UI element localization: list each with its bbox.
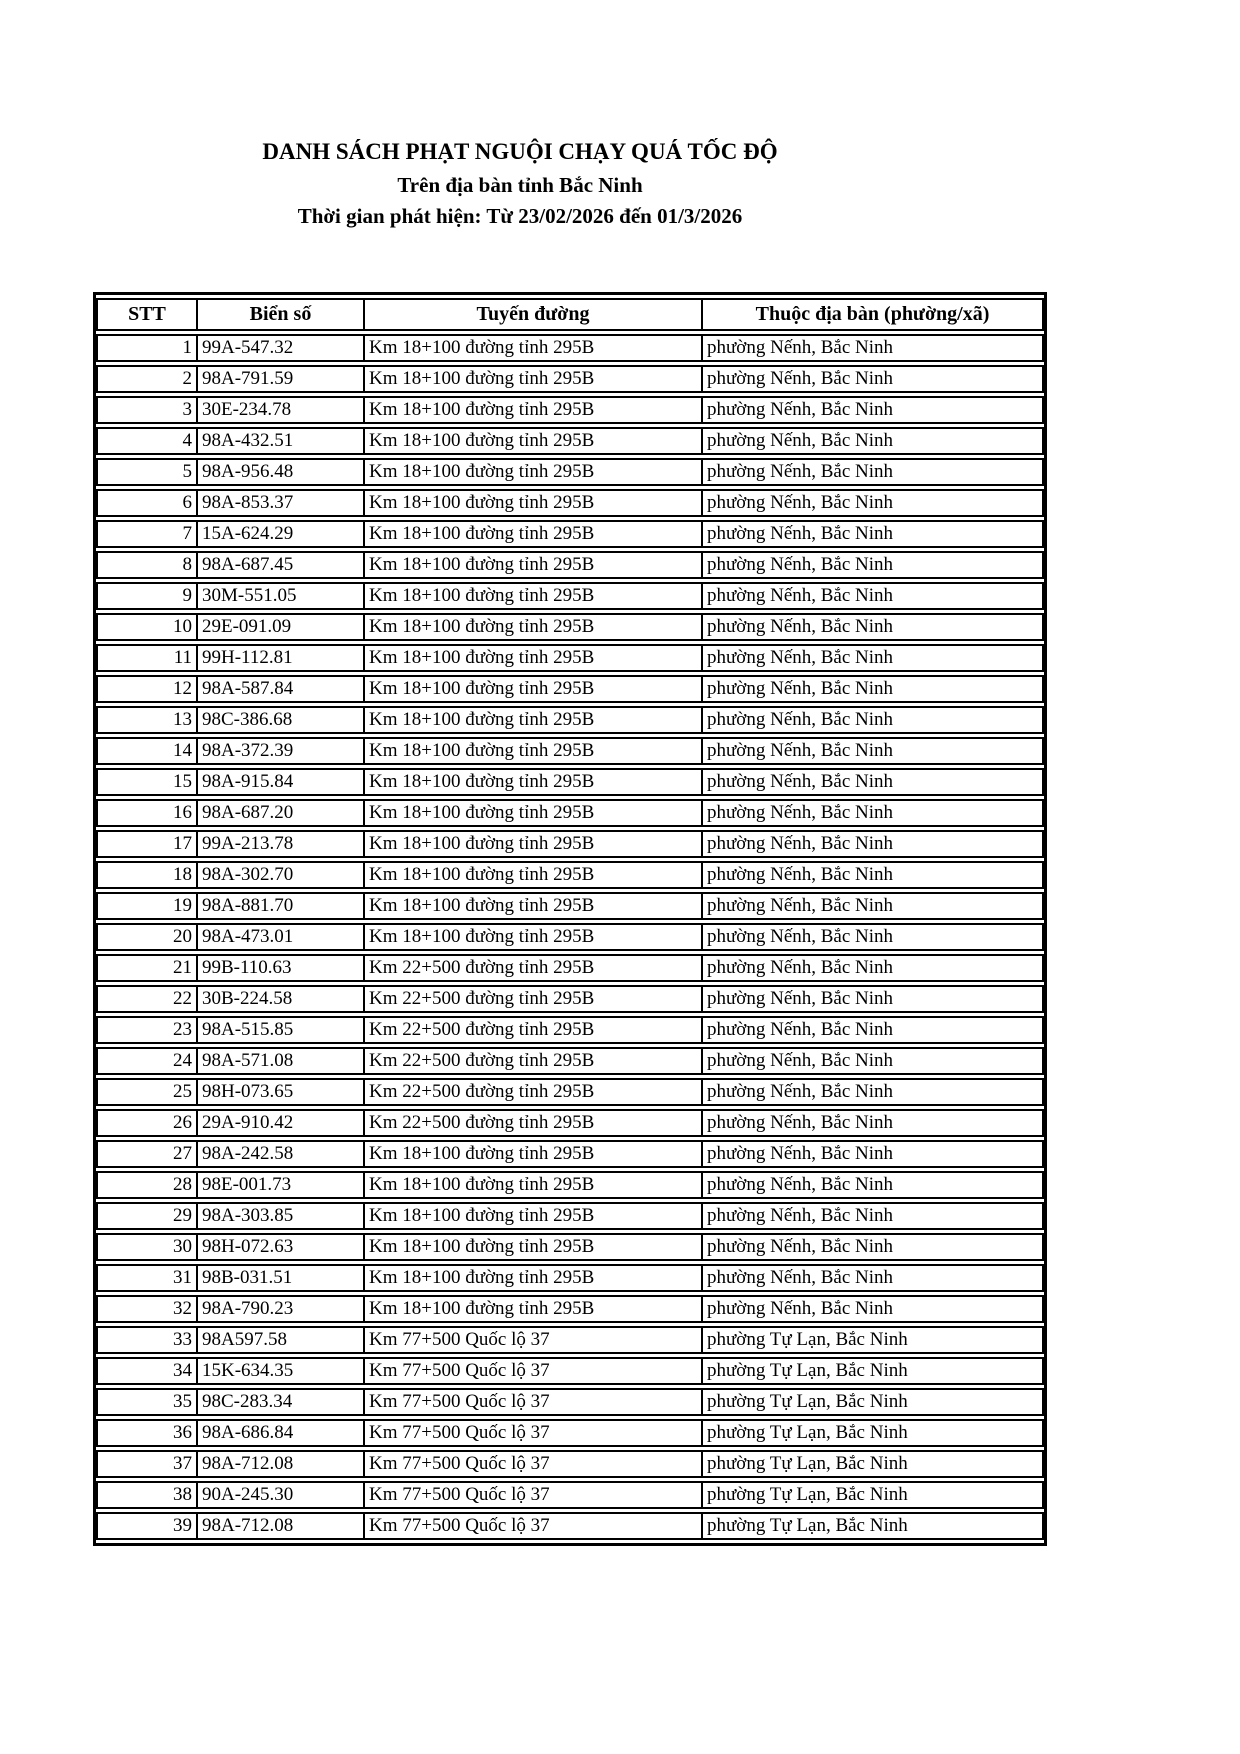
plate-number-cell: 98A597.58 [196,1326,363,1354]
route-cell: Km 18+100 đường tỉnh 295B [363,520,701,548]
area-cell: phường Nếnh, Bắc Ninh [701,706,1044,734]
area-cell: phường Nếnh, Bắc Ninh [701,768,1044,796]
area-cell: phường Nếnh, Bắc Ninh [701,737,1044,765]
route-cell: Km 18+100 đường tỉnh 295B [363,737,701,765]
plate-number-cell: 29E-091.09 [196,613,363,641]
area-cell: phường Nếnh, Bắc Ninh [701,861,1044,889]
plate-number-cell: 30B-224.58 [196,985,363,1013]
table-row [96,954,1044,982]
table-row [96,582,1044,610]
plate-number-cell: 98A-686.84 [196,1419,363,1447]
area-cell: phường Nếnh, Bắc Ninh [701,985,1044,1013]
area-cell: phường Tự Lạn, Bắc Ninh [701,1388,1044,1416]
stt-cell: 13 [96,706,196,734]
stt-cell: 22 [96,985,196,1013]
stt-cell: 30 [96,1233,196,1261]
route-cell: Km 18+100 đường tỉnh 295B [363,1264,701,1292]
route-cell: Km 77+500 Quốc lộ 37 [363,1357,701,1385]
plate-number-cell: 99A-213.78 [196,830,363,858]
stt-cell: 9 [96,582,196,610]
stt-cell: 4 [96,427,196,455]
area-cell: phường Nếnh, Bắc Ninh [701,396,1044,424]
plate-number-cell: 98C-386.68 [196,706,363,734]
table-row [96,1016,1044,1044]
stt-cell: 32 [96,1295,196,1323]
table-row [96,1419,1044,1447]
stt-cell: 26 [96,1109,196,1137]
area-cell: phường Nếnh, Bắc Ninh [701,923,1044,951]
area-cell: phường Nếnh, Bắc Ninh [701,1295,1044,1323]
header-route: Tuyến đường [363,298,701,331]
route-cell: Km 77+500 Quốc lộ 37 [363,1419,701,1447]
route-cell: Km 18+100 đường tỉnh 295B [363,1202,701,1230]
route-cell: Km 18+100 đường tỉnh 295B [363,334,701,362]
route-cell: Km 18+100 đường tỉnh 295B [363,1140,701,1168]
table-row [96,334,1044,362]
route-cell: Km 77+500 Quốc lộ 37 [363,1450,701,1478]
plate-number-cell: 98A-712.08 [196,1450,363,1478]
area-cell: phường Nếnh, Bắc Ninh [701,1264,1044,1292]
table-row [96,1109,1044,1137]
stt-cell: 34 [96,1357,196,1385]
area-cell: phường Nếnh, Bắc Ninh [701,830,1044,858]
table-row [96,1481,1044,1509]
route-cell: Km 22+500 đường tỉnh 295B [363,1016,701,1044]
table-row [96,1233,1044,1261]
stt-cell: 19 [96,892,196,920]
stt-cell: 25 [96,1078,196,1106]
plate-number-cell: 98A-881.70 [196,892,363,920]
plate-number-cell: 98A-571.08 [196,1047,363,1075]
stt-cell: 14 [96,737,196,765]
area-cell: phường Nếnh, Bắc Ninh [701,1016,1044,1044]
stt-cell: 2 [96,365,196,393]
area-cell: phường Nếnh, Bắc Ninh [701,458,1044,486]
area-cell: phường Nếnh, Bắc Ninh [701,1078,1044,1106]
table-row [96,1326,1044,1354]
area-cell: phường Nếnh, Bắc Ninh [701,1202,1044,1230]
stt-cell: 5 [96,458,196,486]
route-cell: Km 18+100 đường tỉnh 295B [363,644,701,672]
area-cell: phường Nếnh, Bắc Ninh [701,644,1044,672]
table-header-row [96,298,1044,331]
stt-cell: 8 [96,551,196,579]
detection-period: Thời gian phát hiện: Từ 23/02/2026 đến 01/3/2026 [297,204,743,228]
table-row [96,706,1044,734]
area-cell: phường Nếnh, Bắc Ninh [701,1140,1044,1168]
table-row [96,365,1044,393]
stt-cell: 10 [96,613,196,641]
stt-cell: 11 [96,644,196,672]
route-cell: Km 22+500 đường tỉnh 295B [363,1047,701,1075]
stt-cell: 20 [96,923,196,951]
table-row [96,1512,1044,1540]
area-cell: phường Nếnh, Bắc Ninh [701,1109,1044,1137]
plate-number-cell: 98A-853.37 [196,489,363,517]
page-title: DANH SÁCH PHẠT NGUỘI CHẠY QUÁ TỐC ĐỘ [262,139,778,164]
header-area: Thuộc địa bàn (phường/xã) [701,298,1044,331]
route-cell: Km 18+100 đường tỉnh 295B [363,706,701,734]
table-row [96,551,1044,579]
area-cell: phường Tự Lạn, Bắc Ninh [701,1512,1044,1540]
route-cell: Km 18+100 đường tỉnh 295B [363,1171,701,1199]
plate-number-cell: 98A-790.23 [196,1295,363,1323]
stt-cell: 16 [96,799,196,827]
route-cell: Km 18+100 đường tỉnh 295B [363,396,701,424]
table-row [96,985,1044,1013]
route-cell: Km 77+500 Quốc lộ 37 [363,1512,701,1540]
stt-cell: 17 [96,830,196,858]
table-row [96,613,1044,641]
plate-number-cell: 99A-547.32 [196,334,363,362]
route-cell: Km 18+100 đường tỉnh 295B [363,1295,701,1323]
route-cell: Km 18+100 đường tỉnh 295B [363,458,701,486]
area-cell: phường Nếnh, Bắc Ninh [701,489,1044,517]
table-row [96,458,1044,486]
route-cell: Km 18+100 đường tỉnh 295B [363,365,701,393]
plate-number-cell: 98A-303.85 [196,1202,363,1230]
plate-number-cell: 98C-283.34 [196,1388,363,1416]
area-cell: phường Nếnh, Bắc Ninh [701,1171,1044,1199]
area-cell: phường Nếnh, Bắc Ninh [701,582,1044,610]
area-cell: phường Nếnh, Bắc Ninh [701,1047,1044,1075]
route-cell: Km 18+100 đường tỉnh 295B [363,613,701,641]
table-row [96,1357,1044,1385]
plate-number-cell: 98A-515.85 [196,1016,363,1044]
route-cell: Km 18+100 đường tỉnh 295B [363,861,701,889]
area-cell: phường Nếnh, Bắc Ninh [701,520,1044,548]
stt-cell: 33 [96,1326,196,1354]
table-row [96,1264,1044,1292]
plate-number-cell: 98A-956.48 [196,458,363,486]
table-row [96,1047,1044,1075]
table-row [96,923,1044,951]
route-cell: Km 77+500 Quốc lộ 37 [363,1326,701,1354]
plate-number-cell: 99H-112.81 [196,644,363,672]
table-row [96,1202,1044,1230]
title-block [0,140,1040,227]
area-cell: phường Tự Lạn, Bắc Ninh [701,1357,1044,1385]
violation-table [93,292,1047,1546]
stt-cell: 39 [96,1512,196,1540]
stt-cell: 27 [96,1140,196,1168]
table-row [96,427,1044,455]
area-cell: phường Nếnh, Bắc Ninh [701,551,1044,579]
stt-cell: 15 [96,768,196,796]
table-row [96,861,1044,889]
plate-number-cell: 98B-031.51 [196,1264,363,1292]
area-cell: phường Nếnh, Bắc Ninh [701,892,1044,920]
plate-number-cell: 98A-473.01 [196,923,363,951]
plate-number-cell: 98A-587.84 [196,675,363,703]
table-row [96,396,1044,424]
table-row [96,1140,1044,1168]
table-row [96,737,1044,765]
stt-cell: 21 [96,954,196,982]
area-cell: phường Nếnh, Bắc Ninh [701,1233,1044,1261]
plate-number-cell: 98A-791.59 [196,365,363,393]
table-row [96,892,1044,920]
route-cell: Km 22+500 đường tỉnh 295B [363,985,701,1013]
area-cell: phường Nếnh, Bắc Ninh [701,675,1044,703]
table-row [96,1171,1044,1199]
violation-table-head [96,298,1044,331]
table-row [96,830,1044,858]
route-cell: Km 18+100 đường tỉnh 295B [363,799,701,827]
plate-number-cell: 98A-687.45 [196,551,363,579]
route-cell: Km 18+100 đường tỉnh 295B [363,768,701,796]
route-cell: Km 18+100 đường tỉnh 295B [363,489,701,517]
plate-number-cell: 98H-073.65 [196,1078,363,1106]
stt-cell: 31 [96,1264,196,1292]
stt-cell: 29 [96,1202,196,1230]
plate-number-cell: 29A-910.42 [196,1109,363,1137]
plate-number-cell: 98A-432.51 [196,427,363,455]
plate-number-cell: 15A-624.29 [196,520,363,548]
plate-number-cell: 98A-915.84 [196,768,363,796]
route-cell: Km 18+100 đường tỉnh 295B [363,1233,701,1261]
table-row [96,768,1044,796]
area-cell: phường Tự Lạn, Bắc Ninh [701,1326,1044,1354]
stt-cell: 3 [96,396,196,424]
area-cell: phường Nếnh, Bắc Ninh [701,613,1044,641]
plate-number-cell: 15K-634.35 [196,1357,363,1385]
route-cell: Km 22+500 đường tỉnh 295B [363,1109,701,1137]
area-cell: phường Tự Lạn, Bắc Ninh [701,1450,1044,1478]
stt-cell: 28 [96,1171,196,1199]
stt-cell: 7 [96,520,196,548]
stt-cell: 23 [96,1016,196,1044]
area-cell: phường Nếnh, Bắc Ninh [701,954,1044,982]
stt-cell: 12 [96,675,196,703]
area-cell: phường Tự Lạn, Bắc Ninh [701,1419,1044,1447]
route-cell: Km 77+500 Quốc lộ 37 [363,1388,701,1416]
route-cell: Km 18+100 đường tỉnh 295B [363,830,701,858]
table-row [96,1450,1044,1478]
route-cell: Km 18+100 đường tỉnh 295B [363,427,701,455]
plate-number-cell: 90A-245.30 [196,1481,363,1509]
plate-number-cell: 98A-687.20 [196,799,363,827]
header-stt: STT [96,298,196,331]
table-row [96,799,1044,827]
table-row [96,644,1044,672]
route-cell: Km 22+500 đường tỉnh 295B [363,954,701,982]
area-cell: phường Nếnh, Bắc Ninh [701,799,1044,827]
plate-number-cell: 30E-234.78 [196,396,363,424]
stt-cell: 1 [96,334,196,362]
plate-number-cell: 99B-110.63 [196,954,363,982]
area-cell: phường Nếnh, Bắc Ninh [701,365,1044,393]
plate-number-cell: 30M-551.05 [196,582,363,610]
route-cell: Km 18+100 đường tỉnh 295B [363,675,701,703]
stt-cell: 6 [96,489,196,517]
violation-table-body [96,334,1044,1540]
table-row [96,1388,1044,1416]
plate-number-cell: 98E-001.73 [196,1171,363,1199]
plate-number-cell: 98H-072.63 [196,1233,363,1261]
area-cell: phường Tự Lạn, Bắc Ninh [701,1481,1044,1509]
header-plate-number: Biển số [196,298,363,331]
route-cell: Km 18+100 đường tỉnh 295B [363,892,701,920]
route-cell: Km 18+100 đường tỉnh 295B [363,582,701,610]
page-subtitle: Trên địa bàn tỉnh Bắc Ninh [397,173,643,197]
stt-cell: 35 [96,1388,196,1416]
area-cell: phường Nếnh, Bắc Ninh [701,427,1044,455]
table-row [96,520,1044,548]
table-row [96,1295,1044,1323]
stt-cell: 24 [96,1047,196,1075]
table-row [96,1078,1044,1106]
table-row [96,489,1044,517]
plate-number-cell: 98A-712.08 [196,1512,363,1540]
route-cell: Km 18+100 đường tỉnh 295B [363,551,701,579]
plate-number-cell: 98A-302.70 [196,861,363,889]
plate-number-cell: 98A-242.58 [196,1140,363,1168]
table-row [96,675,1044,703]
stt-cell: 38 [96,1481,196,1509]
area-cell: phường Nếnh, Bắc Ninh [701,334,1044,362]
route-cell: Km 22+500 đường tỉnh 295B [363,1078,701,1106]
stt-cell: 18 [96,861,196,889]
stt-cell: 36 [96,1419,196,1447]
plate-number-cell: 98A-372.39 [196,737,363,765]
stt-cell: 37 [96,1450,196,1478]
route-cell: Km 18+100 đường tỉnh 295B [363,923,701,951]
route-cell: Km 77+500 Quốc lộ 37 [363,1481,701,1509]
